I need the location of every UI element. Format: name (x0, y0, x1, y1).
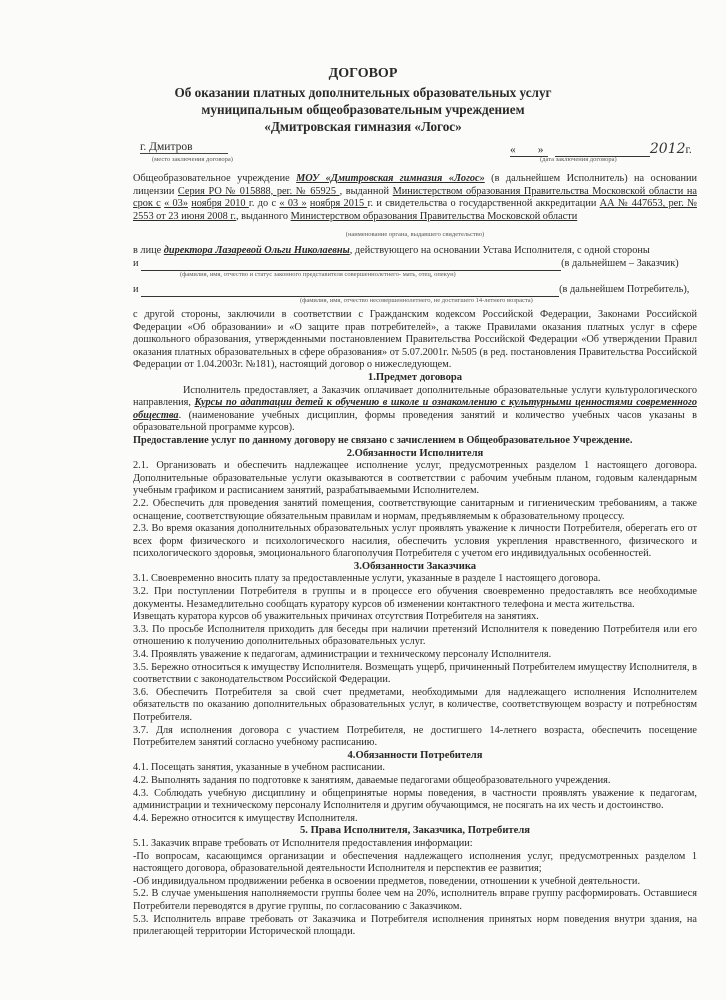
subtitle-line: «Дмитровская гимназия «Логос» (264, 119, 462, 134)
section-title: 4.Обязанности Потребителя (347, 749, 483, 761)
clause: 3.4. Проявлять уважение к педагогам, администрации и техническому персоналу Исполнителя. (133, 649, 552, 661)
license-to-month: ноября 2015 (309, 198, 368, 210)
preamble: с другой стороны, заключили в соответствии с Гражданским кодексом Российской Федерации, Законами Российской Федерации «Об образовании» и «О защите прав потребителей», а также Правилами оказания платных услуг в сфере дошкольного образования, утвержденными постановлением Правительства Российской Федерации «Об утверждении Правил оказания платных образовательных в сфере образования» от 5.07.2001г. №505 (в ред. постановления Правительства Российской Федерации от 1.04.2003г. №181), настоящий договор о нижеследующем. (133, 309, 697, 371)
customer-caption: (фамилия, имя, отчество и статус законного представителя совершеннолетнего- мать, отец, опекун) (180, 271, 456, 278)
organization-name: МОУ «Дмитровская гимназия «Логос» (296, 173, 485, 184)
clause: 3.3. По просьбе Исполнителя приходить для беседы при наличии претензий Исполнителя к поведению Потребителя или его отношению к получению дополнительных образовательных услуг. (133, 623, 697, 648)
section-title: 3.Обязанности Заказчика (353, 560, 477, 572)
executor-line (133, 245, 697, 258)
accreditation-issuer: Министерством образования Правительства Московской области (290, 210, 578, 222)
text: в лице (133, 245, 164, 256)
license-from-day: « 03» (164, 198, 188, 210)
text: и (133, 258, 139, 269)
clause: 4.4. Бережно относится к имуществу Исполнителя. (133, 812, 358, 824)
section-title: 2.Обязанности Исполнителя (346, 447, 484, 459)
contract-body (133, 309, 697, 939)
text: (в дальнейшем Исполнитель) на основании лицензии (133, 173, 697, 197)
quote-open: « (510, 144, 516, 156)
quote-close: » (537, 144, 544, 156)
accreditation-number: АА № 447653, рег. № 2553 от 23 июня 2008 г. (133, 198, 697, 222)
clause: 5.1. Заказчик вправе требовать от Исполнителя предоставления информации: (133, 837, 473, 849)
clause: 2.3. Во время оказания дополнительных образовательных услуг проявлять уважение к личности Потребителя, оберегать его от всех форм физического и психологического насилия, обеспечить условия укрепления нравственного, физического и психологического здоровья, эмоционального благополучия Потребителя с учетом его индивидуальных особенностей. (133, 523, 697, 560)
section-title: 1.Предмет договора (367, 371, 463, 383)
customer-line (133, 258, 697, 271)
director-name: директора Лазаревой Ольги Николаевны (163, 245, 350, 256)
text: г. и свидетельства о государственной аккредитации (367, 198, 600, 210)
course-name: Курсы по адаптации детей к обучению в школе и ознакомлению с культурными ценностями современного общества (133, 397, 697, 421)
clause: 3.2. При поступлении Потребителя в группы и в процессе его обучения своевременно предоставлять все необходимые документы. Незамедлительно сообщать куратору курсов об изменении контактного телефона и места жительства. (133, 586, 697, 610)
place-caption: (место заключения договора) (152, 156, 233, 163)
clause: -Об индивидуальном продвижении ребенка в освоении предметов, поведении, отношении к учебной деятельности. (133, 875, 641, 887)
clause: Извещать куратора курсов об уважительных причинах отсутствия Потребителя на занятиях. (133, 611, 539, 623)
date-field (510, 141, 692, 157)
issuer-caption: (наименование органа, выдавшего свидетельство) (345, 231, 485, 239)
text: г. до с (248, 198, 280, 210)
customer-suffix: (в дальнейшем – Заказчик) (561, 258, 679, 269)
place-field: г. Дмитров (140, 141, 228, 154)
license-to-day: « 03 » (279, 198, 307, 210)
date-year: 2012 (649, 141, 686, 157)
subtitle-line: муниципальным общеобразовательным учреждением (201, 102, 525, 117)
document-title: ДОГОВОР (328, 66, 398, 81)
clause: 5.2. В случае уменьшения наполняемости группы более чем на 20%, исполнитель вправе группу расформировать. Оставшиеся Потребители переводятся в другие группы, по согласованию с Заказчиком. (133, 888, 697, 912)
text: . (наименование учебных дисциплин, формы проведения занятий и количество учебных часов указаны в образовательной программе курсов). (133, 409, 697, 434)
clause: 3.1. Своевременно вносить плату за предоставленные услуги, указанные в разделе 1 настоящего договора. (133, 573, 601, 585)
text: Общеобразовательное учреждение (133, 173, 297, 184)
clause: -По вопросам, касающимся организации и обеспечения надлежащего исполнения услуг, предусмотренных разделом 1 настоящего договора, образовательной деятельности Исполнителя и перспектив ее развития; (133, 850, 697, 875)
text: , выданной (339, 185, 393, 197)
text: и (133, 284, 139, 295)
clause: 2.1. Организовать и обеспечить надлежащее исполнение услуг, предусмотренных разделом 1 настоящего договора. Дополнительные образовательные услуги оказываются в соответствии с рабочим учебным планом, годовым календарным учебным графиком и расписанием занятий, разрабатываемыми Исполнителем. (133, 460, 697, 497)
clause: 4.2. Выполнять задания по подготовке к занятиям, даваемые педагогами общеобразовательного учреждения. (133, 774, 611, 786)
date-caption: (дата заключения договора) (540, 156, 617, 163)
text: Исполнитель предоставляет, а Заказчик оплачивает дополнительные образовательные услуги культурологического направления, (133, 384, 697, 409)
section-1-note: Предоставление услуг по данному договору не связано с зачислением в Общеобразовательное Учреждение. (133, 434, 633, 446)
consumer-caption: (фамилия, имя, отчество несовершеннолетнего, не достигшего 14-летнего возраста) (300, 297, 533, 304)
clause: 4.1. Посещать занятия, указанные в учебном расписании. (133, 762, 386, 774)
section-title: 5. Права Исполнителя, Заказчика, Потребителя (299, 825, 530, 837)
consumer-name-field (141, 286, 559, 297)
section-1-text (133, 385, 697, 435)
date-suffix: г. (685, 144, 692, 156)
subtitle-line: Об оказании платных дополнительных образовательных услуг (174, 85, 552, 100)
clause: 5.3. Исполнитель вправе требовать от Заказчика и Потребителя исполнения принятых норм поведения внутри здания, на прилегающей территории Исторической площади. (133, 913, 697, 938)
text: , выданного (235, 210, 291, 222)
license-from-month: ноября 2010 (191, 198, 249, 210)
clause: 2.2. Обеспечить для проведения занятий помещения, соответствующие санитарным и гигиеническим требованиям, а также оснащение, соответствующие обязательным правилам и нормам, предъявляемым к образовательному процессу. (133, 497, 697, 522)
license-number: Серия РО № 015888, рег. № 65925 (177, 185, 340, 197)
license-issuer: Министерством образования Правительства Московской области на срок с (133, 185, 697, 210)
consumer-line (133, 284, 697, 297)
intro-paragraph (133, 173, 697, 242)
clause: 4.3. Соблюдать учебную дисциплину и общепринятые нормы поведения, в частности проявлять уважение к педагогам, администрации и техническому персоналу Исполнителя и другим обучающимся, не посягать на их честь и достоинство. (133, 787, 697, 812)
document-subtitle (0, 84, 726, 135)
clause: 3.5. Бережно относиться к имуществу Исполнителя. Возмещать ущерб, причиненный Потребителем имуществу Исполнителя, в соответствии с законодательством Российской Федерации. (133, 661, 697, 686)
text: , действующего на основании Устава Исполнителя, с одной стороны (349, 245, 650, 256)
clause: 3.7. Для исполнения договора с участием Потребителя, не достигшего 14-летнего возраста, обеспечить посещение Потребителем занятий согласно учебному расписанию. (133, 724, 697, 749)
customer-name-field (141, 260, 561, 271)
consumer-suffix: (в дальнейшем Потребитель), (559, 284, 690, 295)
clause: 3.6. Обеспечить Потребителя за свой счет предметами, необходимыми для надлежащего исполнения Исполнителем обязательств по оказанию дополнительных образовательных услуг, в количестве, соответствующем возрасту и потребностям Потребителя. (133, 686, 697, 723)
